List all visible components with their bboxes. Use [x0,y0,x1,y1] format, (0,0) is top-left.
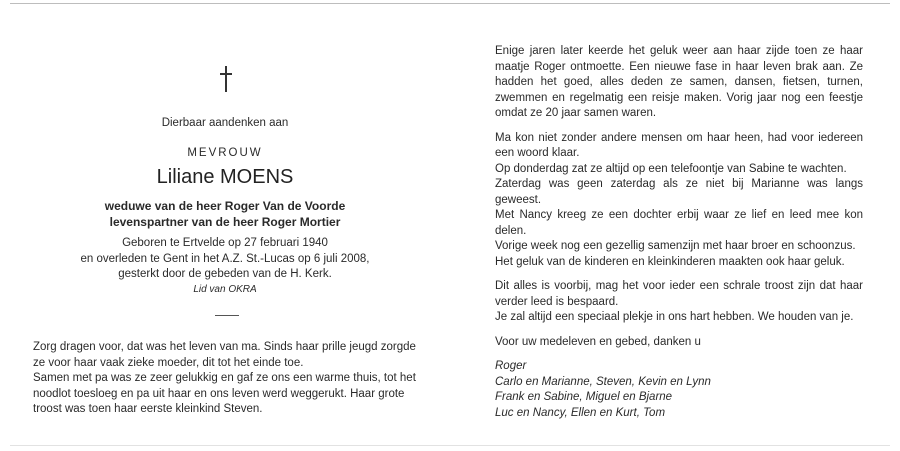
story-paragraph: Enige jaren later keerde het geluk weer aan haar zijde toen ze haar maatje Roger ontmoette. Een nieuwe fase in haar leven brak aan. Ze hadden het goed, alles deden ze samen, dansen, fietsen, turnen, zwemmen en regelmatig een reisje maken. Vorig jaar nog een feestje omdat ze 20 jaar samen waren. [495,45,863,119]
okra-membership: Lid van OKRA [193,284,257,295]
story-paragraph: Het geluk van de kinderen en kleinkinderen maakten ook haar geluk. [495,255,845,268]
story-paragraph: Vorige week nog een gezellig samenzijn met haar broer en schoonzus. [495,240,856,252]
divider [215,315,239,316]
family-member: Frank en Sabine, Miguel en Bjarne [495,391,673,403]
dierbaar-line: Dierbaar aandenken aan [161,117,289,129]
right-page [495,44,863,421]
born-line: Geboren te Ertvelde op 27 februari 1940 [122,237,328,249]
mevrouw-line: MEVROUW [187,147,263,159]
story-block [495,279,863,326]
family-list [495,359,863,421]
relationship-lines [0,198,450,230]
family-member: Roger [495,360,527,372]
story-paragraph: Zaterdag was geen zaterdag als ze niet bij Marianne was langs geweest. [495,178,863,206]
cross-icon [218,66,234,92]
story-paragraph: Zorg dragen voor, dat was het leven van ma. Sinds haar prille jeugd zorgde ze voor haar vaak zieke moeder, dit tot het einde toe. [33,341,416,369]
story-paragraph: Dit alles is voorbij, mag het voor ieder een schrale troost zijn dat haar verder leed is bespaard. [495,280,863,308]
family-member: Luc en Nancy, Ellen en Kurt, Tom [495,406,666,419]
story-paragraph: Op donderdag zat ze altijd op een telefoontje van Sabine te wachten. [495,162,847,175]
left-story [33,340,423,418]
deceased-name: Liliane MOENS [156,166,294,188]
family-member: Carlo en Marianne, Steven, Kevin en Lynn [495,375,711,388]
story-paragraph: Je zal altijd een speciaal plekje in ons hart hebben. We houden van je. [495,311,854,323]
died-line: en overleden te Gent in het A.Z. St.-Lucas op 6 juli 2008, [80,252,370,265]
partner-line: levenspartner van de heer Roger Mortier [109,215,341,229]
church-line: gesterkt door de gebeden van de H. Kerk. [118,268,332,280]
story-paragraph: Met Nancy kreeg ze een dochter erbij waar ze lief en leed mee kon delen. [495,209,863,237]
birth-death-lines [0,236,450,283]
widow-line: weduwe van de heer Roger Van de Voorde [104,199,346,213]
thanks-line: Voor uw medeleven en gebed, danken u [495,335,701,348]
thanks-block [495,335,863,351]
story-block [495,131,863,271]
story-paragraph: Samen met pa was ze zeer gelukkig en gaf ze ons een warme thuis, tot het noodlot toesloeg en pa uit haar en ons leven werd weggerukt. Haar grote troost was toen haar eerste kleinkind Steven. [33,372,416,415]
story-paragraph: Ma kon niet zonder andere mensen om haar heen, had voor iedereen een woord klaar. [495,131,863,159]
